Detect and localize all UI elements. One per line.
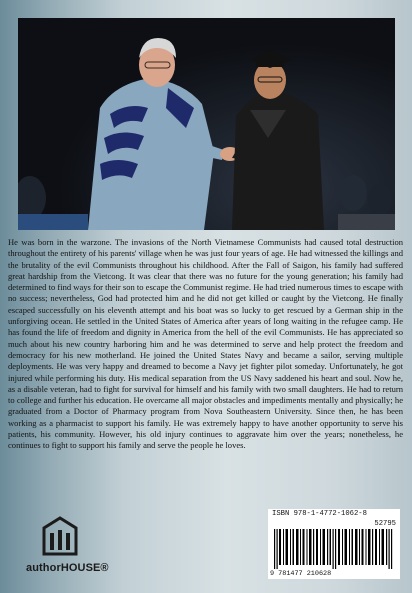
graduation-handshake-illustration — [18, 18, 395, 230]
stage-chair-blue — [18, 214, 88, 230]
back-cover-synopsis: He was born in the warzone. The invasions of the North Vietnamese Communists had caused total destruction throughout the entirety of his parents' village when he was just four years of age. He had witnessed the killings and the brutality of the evil Communists throughout his childhood. After the Fall of Saigon, his family had suffered great hardship from the Vietcong. It was clear that there was no future for the young generation; his family had determined to find ways for their son to escape the Communist regime. He had tried numerous times to escape with no success; nevertheless, God had protected him and he did not get killed or caught by the Vietcong. He finally escaped successfully on his eleventh attempt and his boat was so lucky to get rescued by a German ship in the unforgiving ocean. He settled in the United States of America after years of long waiting in the refugee camp. He has found the life of freedom and dignity in America from the hell of the evil Communists. He has appreciated so much about his new country harboring him and he was determined to serve and help protect the freedom and democracy for his new motherland. He joined the United States Navy and became a sailor, serving multiple deployments. He was very happy and dreamed to become a Navy jet fighter pilot someday. Unfortunately, he got injured while performing his duty. His medical separation from the US Navy saddened his heart and soul. Now he, as a disable veteran, had to fight for survival for himself and his family with two small daughters. He had to return to college and further his education. He overcame all major obstacles and impediments mentally and physically; he graduated from a Doctor of Pharmacy program from Nova Southeastern University. Since then, he has been working as a pharmacist to support his family. He was extremely happy to have another opportunity to serve his patients, his community. However, his old injury continues to aggravate him over the years; nonetheless, he continues to fight to support his family and serve the people he loves. — [8, 237, 403, 451]
presenter-figure — [88, 38, 224, 230]
publisher-name: authorHOUSE® — [26, 562, 109, 574]
stage-chair-gray — [338, 214, 395, 230]
isbn-label: ISBN 978-1-4772-1062-8 — [272, 510, 367, 518]
barcode — [272, 529, 396, 569]
publisher-logo — [26, 516, 109, 582]
authorhouse-house-icon — [42, 516, 78, 556]
cover-photo — [18, 18, 395, 230]
audience-silhouette-right — [339, 175, 367, 211]
isbn-barcode-block — [268, 509, 400, 579]
audience-silhouette-right-2 — [368, 184, 392, 216]
audience-silhouette-left — [18, 176, 46, 220]
graduate-figure — [232, 50, 324, 230]
barcode-number: 9 781477 210628 — [270, 570, 332, 578]
price-code: 52795 — [374, 520, 396, 528]
